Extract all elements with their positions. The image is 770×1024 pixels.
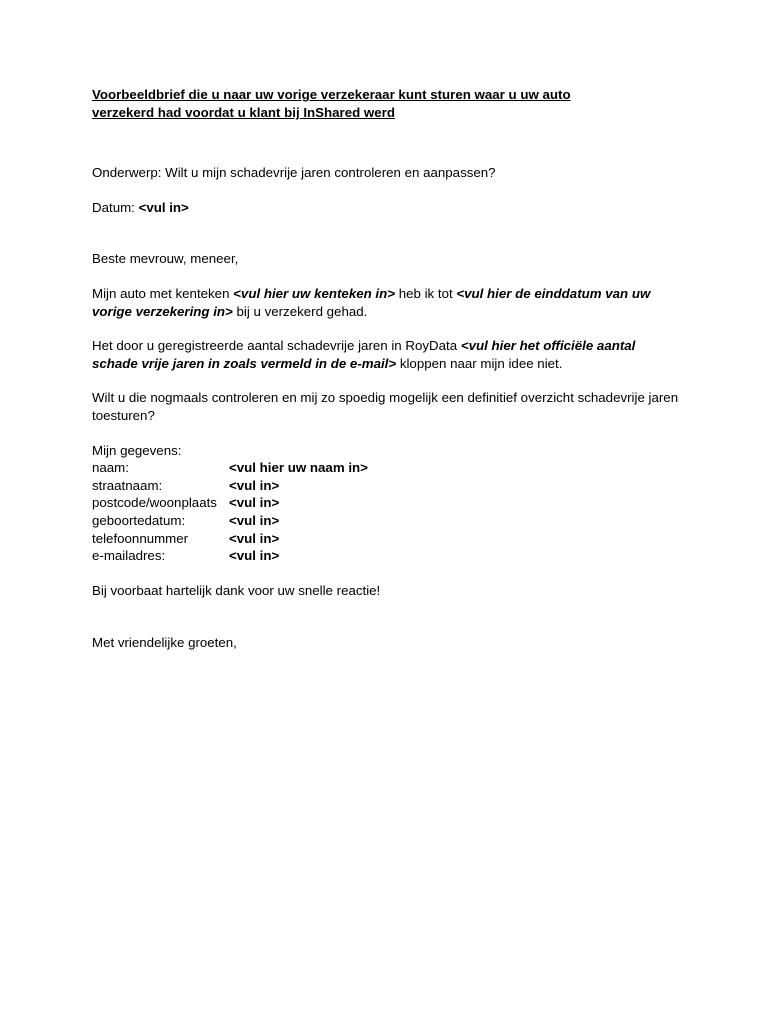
paragraph-request: Wilt u die nogmaals controleren en mij zo spoedig mogelijk een definitief overzicht schadevrije jaren toesturen? [92,390,679,423]
details-row-street [92,477,684,495]
salutation: Beste mevrouw, meneer, [92,251,239,267]
details-heading: Mijn gegevens: [92,442,182,458]
letter-title-line-1: Voorbeeldbrief die u naar uw vorige verzekeraar kunt sturen waar u uw auto [92,87,571,102]
details-label: naam: [92,460,129,476]
paragraph-text: kloppen naar mijn idee niet. [396,355,563,371]
subject-line: Onderwerp: Wilt u mijn schadevrije jaren controleren en aanpassen? [92,165,496,181]
license-plate-placeholder: <vul hier uw kenteken in> [233,285,396,301]
details-row-postcode [92,494,684,512]
letter-title [92,86,684,121]
paragraph-text: heb ik tot [395,285,457,301]
spacer [92,121,684,164]
details-value: <vul hier uw naam in> [229,460,368,476]
paragraph-roydata [92,337,684,372]
details-row-name [92,459,684,477]
details-value: <vul in> [229,495,280,511]
spacer [92,565,684,582]
details-row-birthdate [92,512,684,530]
spacer [92,599,684,634]
details-value: <vul in> [229,512,280,528]
spacer [92,425,684,442]
end-date-placeholder: <vul hier de einddatum van uw vorige verzekering in> [92,285,651,319]
details-value: <vul in> [229,530,280,546]
spacer [92,216,684,250]
details-value: <vul in> [229,477,280,493]
date-line [92,199,684,217]
details-label: geboortedatum: [92,512,186,528]
thanks-line: Bij voorbaat hartelijk dank voor uw snelle reactie! [92,582,381,598]
details-label: postcode/woonplaats [92,495,217,511]
closing-line: Met vriendelijke groeten, [92,635,237,651]
paragraph-text: bij u verzekerd gehad. [232,303,368,319]
paragraph-license-plate [92,285,684,320]
spacer [92,320,684,337]
details-label: telefoonnummer [92,530,189,546]
spacer [92,372,684,389]
paragraph-text: Het door u geregistreerde aantal schadevrije jaren in RoyData [92,338,461,354]
paragraph-text: Mijn auto met kenteken [92,285,234,301]
spacer [92,268,684,285]
claim-free-years-placeholder: <vul hier het officiële aantal schade vrije jaren in zoals vermeld in de e-mail> [92,338,636,371]
date-placeholder: <vul in> [138,199,189,215]
details-row-phone [92,530,684,548]
details-value: <vul in> [229,548,280,564]
spacer [92,182,684,199]
personal-details [92,442,684,565]
details-row-email [92,547,684,565]
details-label: straatnaam: [92,477,163,493]
details-label: e-mailadres: [92,548,166,564]
date-label: Datum: [92,199,139,215]
letter-title-line-2: verzekerd had voordat u klant bij InShared werd [92,104,395,120]
letter-body [92,86,684,652]
